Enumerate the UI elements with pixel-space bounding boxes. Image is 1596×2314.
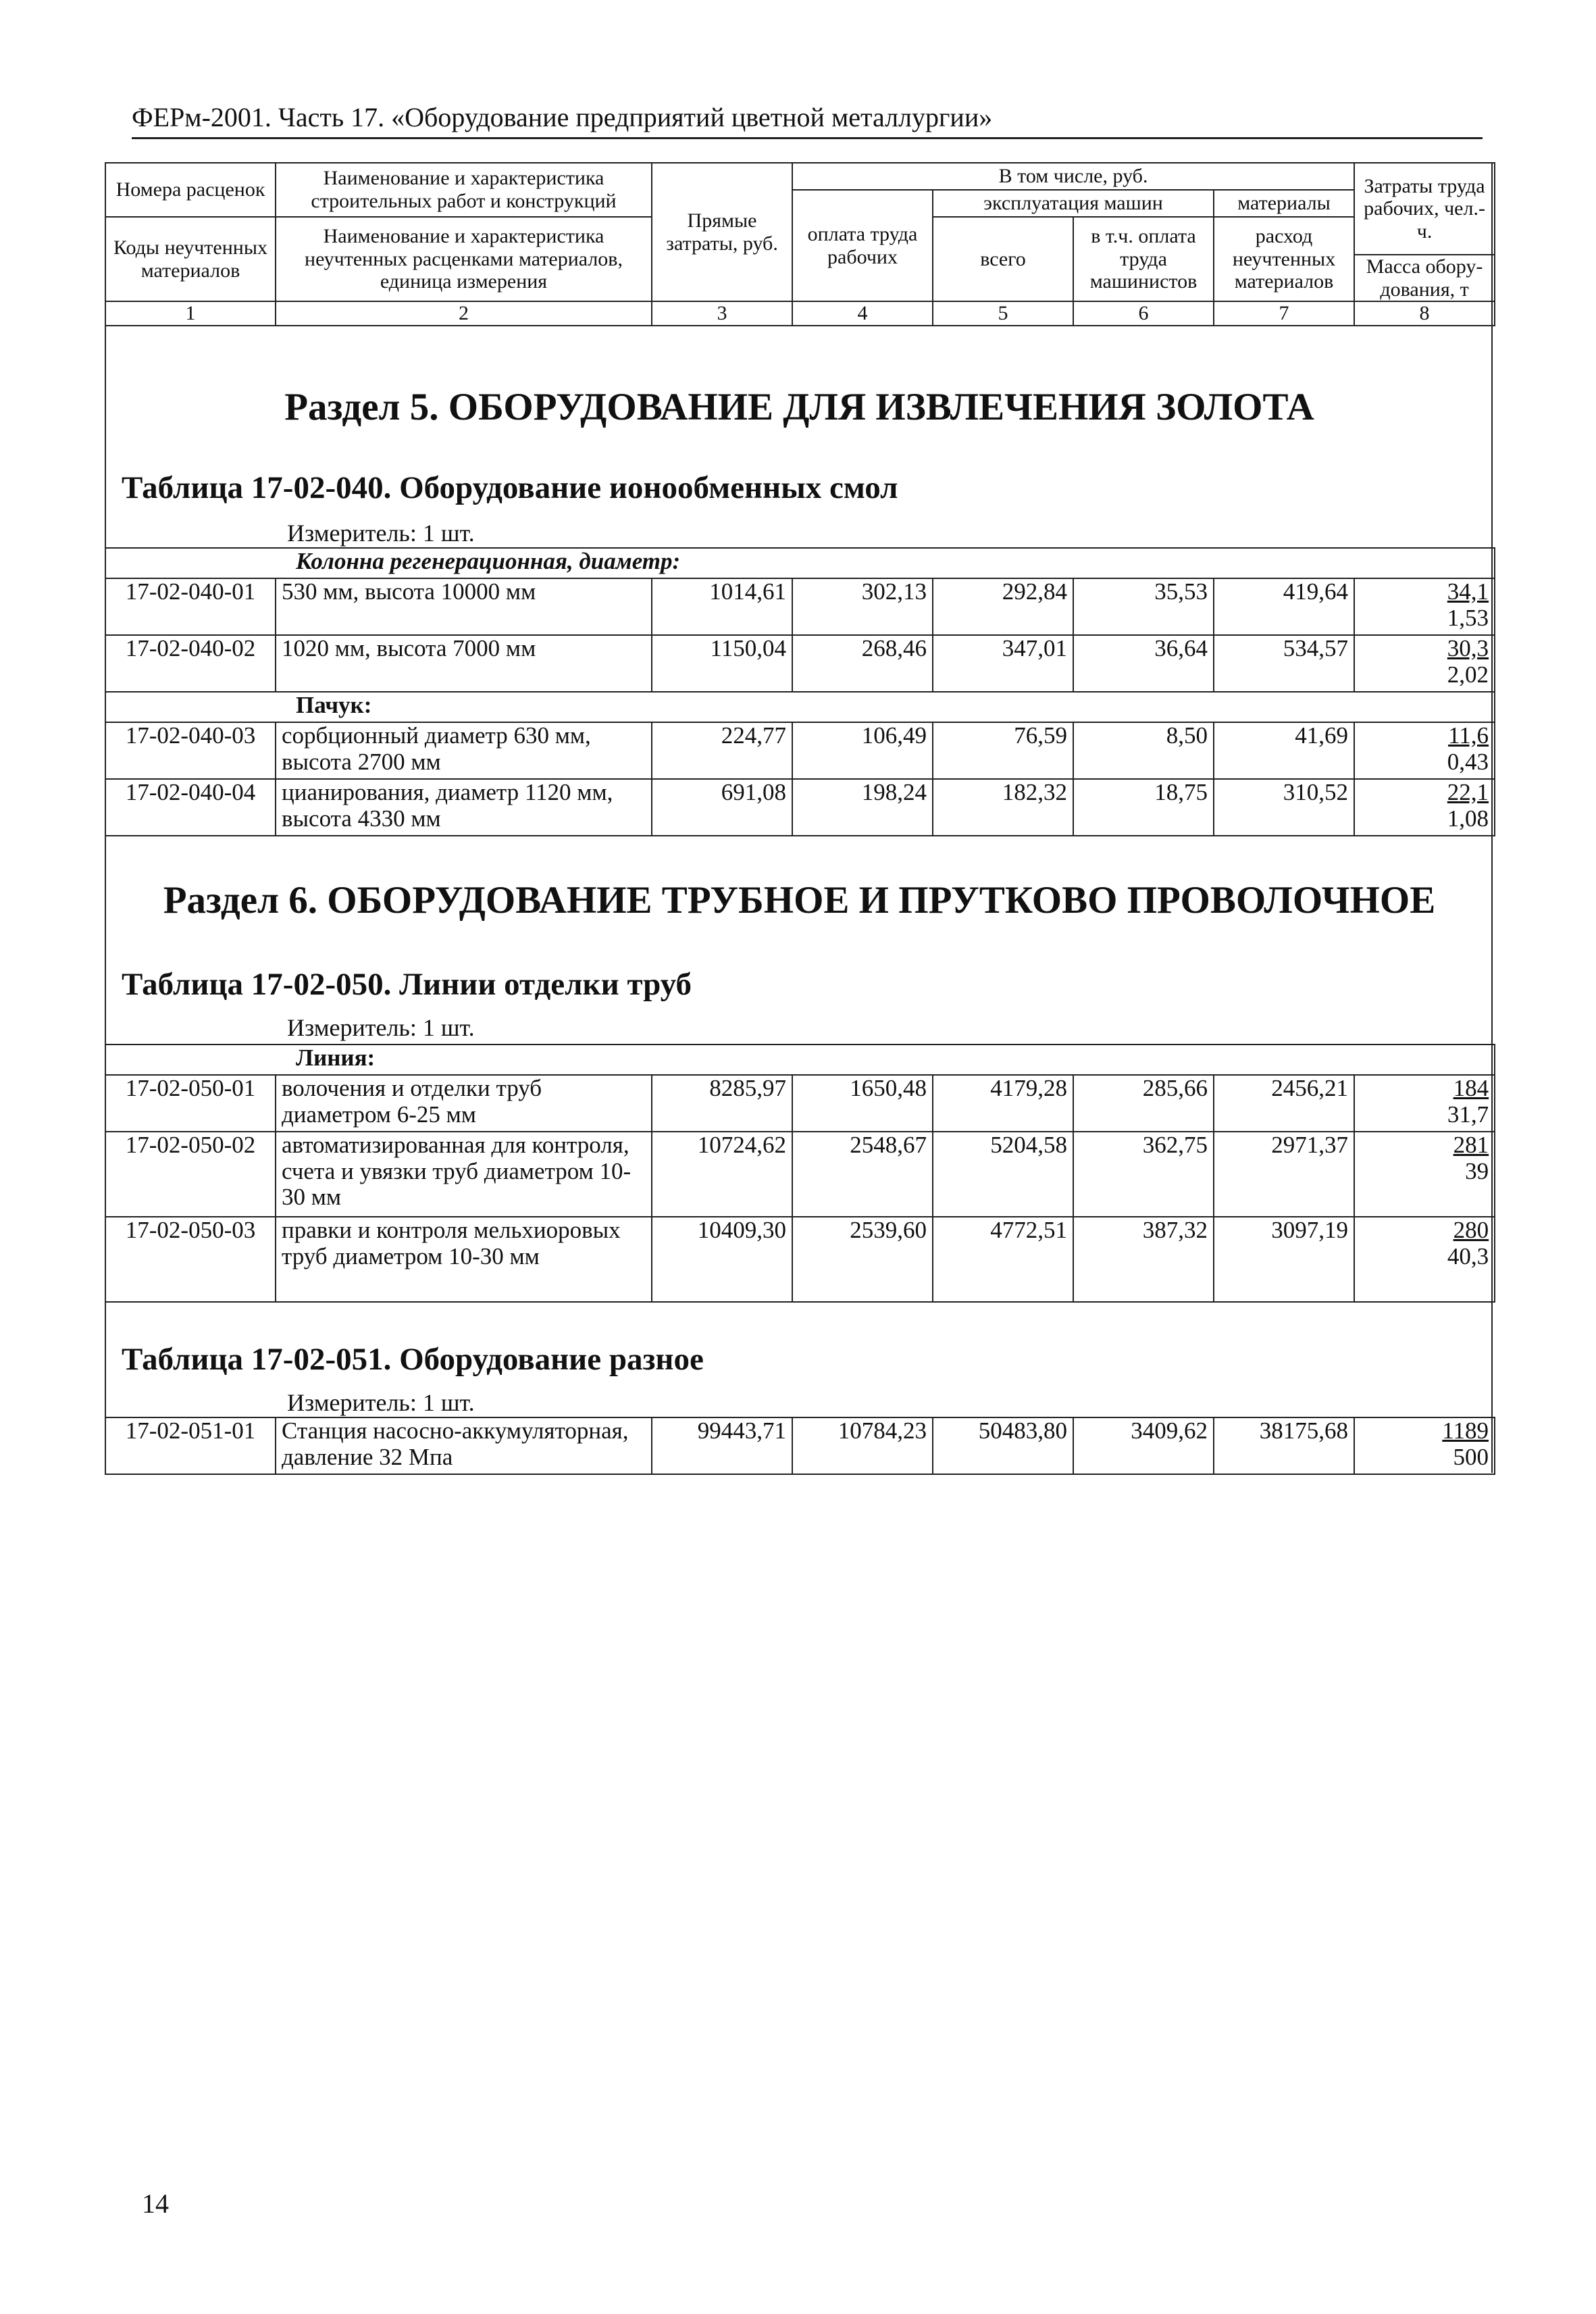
rate-code: 17-02-050-01	[105, 1075, 276, 1132]
machine-total: 4179,28	[933, 1075, 1073, 1132]
rate-name: автоматизированная для контроля, счета и увязки труб диаметром 10-30 мм	[276, 1132, 652, 1217]
column-number: 4	[792, 301, 933, 326]
materials: 2456,21	[1214, 1075, 1354, 1132]
column-number: 5	[933, 301, 1073, 326]
section-title: Раздел 6. ОБОРУДОВАНИЕ ТРУБНОЕ И ПРУТКОВО ПРОВОЛОЧНОЕ	[163, 879, 1436, 922]
group-label: Колонна регенерационная, диаметр:	[276, 548, 1495, 578]
column-header	[105, 162, 1495, 326]
page-number: 14	[142, 2188, 169, 2219]
labor-hours: 30,3	[1447, 635, 1489, 661]
header-machine-operation: эксплуатация машин	[933, 190, 1214, 217]
unit-of-measure: Измеритель: 1 шт.	[287, 1014, 475, 1041]
machine-total: 76,59	[933, 722, 1073, 779]
rate-code: 17-02-040-04	[105, 779, 276, 836]
unit-of-measure: Измеритель: 1 шт.	[287, 1389, 475, 1416]
rates-table-17-02-050	[105, 1044, 1495, 1303]
header-material-use: расход неучтенных материалов	[1214, 217, 1354, 301]
materials: 2971,37	[1214, 1132, 1354, 1217]
group-label: Линия:	[276, 1045, 1495, 1075]
machine-total: 50483,80	[933, 1417, 1073, 1474]
labor-hours: 22,1	[1447, 779, 1489, 805]
rate-name: правки и контроля мельхиоровых труб диаметром 10-30 мм	[276, 1217, 652, 1302]
direct-costs: 10409,30	[652, 1217, 792, 1302]
section-title: Раздел 5. ОБОРУДОВАНИЕ ДЛЯ ИЗВЛЕЧЕНИЯ ЗОЛОТА	[284, 386, 1314, 428]
worker-pay: 198,24	[792, 779, 933, 836]
operator-pay: 35,53	[1073, 578, 1214, 635]
operator-pay: 8,50	[1073, 722, 1214, 779]
labor-and-mass	[1354, 635, 1495, 692]
header-rate-numbers: Номера расценок	[105, 163, 276, 217]
materials: 419,64	[1214, 578, 1354, 635]
operator-pay: 36,64	[1073, 635, 1214, 692]
header-material-codes: Коды неучтенных материалов	[105, 217, 276, 301]
equipment-mass: 0,43	[1447, 748, 1489, 775]
header-including: В том числе, руб.	[792, 163, 1354, 190]
materials: 41,69	[1214, 722, 1354, 779]
table-row	[105, 1417, 1495, 1474]
rate-code: 17-02-050-03	[105, 1217, 276, 1302]
header-work-name: Наименование и характеристика строительных работ и конструкций	[276, 163, 652, 217]
table-title: Таблица 17-02-050. Линии отделки труб	[122, 967, 692, 1002]
equipment-mass: 40,3	[1447, 1242, 1489, 1269]
direct-costs: 224,77	[652, 722, 792, 779]
materials: 38175,68	[1214, 1417, 1354, 1474]
direct-costs: 8285,97	[652, 1075, 792, 1132]
operator-pay: 3409,62	[1073, 1417, 1214, 1474]
equipment-mass: 1,08	[1447, 805, 1489, 832]
rate-code: 17-02-040-01	[105, 578, 276, 635]
rate-name: Станция насосно-аккумуляторная, давление 32 Мпа	[276, 1417, 652, 1474]
rate-code: 17-02-051-01	[105, 1417, 276, 1474]
unit-of-measure: Измеритель: 1 шт.	[287, 520, 475, 547]
table-row	[105, 1217, 1495, 1302]
labor-and-mass	[1354, 779, 1495, 836]
labor-hours: 11,6	[1448, 722, 1489, 749]
table-title: Таблица 17-02-051. Оборудование разное	[122, 1342, 704, 1377]
table-row	[105, 722, 1495, 779]
worker-pay: 2539,60	[792, 1217, 933, 1302]
header-direct-costs: Прямые затраты, руб.	[652, 163, 792, 301]
materials: 3097,19	[1214, 1217, 1354, 1302]
direct-costs: 10724,62	[652, 1132, 792, 1217]
column-number: 8	[1354, 301, 1495, 326]
rate-name: сорбционный диаметр 630 мм, высота 2700 мм	[276, 722, 652, 779]
equipment-mass: 39	[1465, 1157, 1489, 1184]
rates-table-17-02-040	[105, 547, 1495, 836]
machine-total: 292,84	[933, 578, 1073, 635]
header-worker-pay: оплата труда рабочих	[792, 190, 933, 301]
direct-costs: 691,08	[652, 779, 792, 836]
rate-name: цианирования, диаметр 1120 мм, высота 4330 мм	[276, 779, 652, 836]
column-number: 1	[105, 301, 276, 326]
column-number: 2	[276, 301, 652, 326]
equipment-mass: 1,53	[1447, 604, 1489, 631]
worker-pay: 106,49	[792, 722, 933, 779]
labor-hours: 184	[1453, 1075, 1489, 1101]
table-row	[105, 578, 1495, 635]
column-number: 6	[1073, 301, 1214, 326]
worker-pay: 10784,23	[792, 1417, 933, 1474]
column-number: 3	[652, 301, 792, 326]
labor-and-mass	[1354, 722, 1495, 779]
machine-total: 4772,51	[933, 1217, 1073, 1302]
operator-pay: 285,66	[1073, 1075, 1214, 1132]
table-row	[105, 1075, 1495, 1132]
equipment-mass: 31,7	[1447, 1101, 1489, 1128]
worker-pay: 268,46	[792, 635, 933, 692]
rate-code: 17-02-050-02	[105, 1132, 276, 1217]
direct-costs: 99443,71	[652, 1417, 792, 1474]
worker-pay: 2548,67	[792, 1132, 933, 1217]
direct-costs: 1014,61	[652, 578, 792, 635]
operator-pay: 18,75	[1073, 779, 1214, 836]
table-row	[105, 779, 1495, 836]
group-label: Пачук:	[276, 692, 1495, 722]
header-labor-hours: Затраты труда рабочих, чел.-ч.	[1354, 163, 1495, 255]
labor-and-mass	[1354, 1132, 1495, 1217]
machine-total: 5204,58	[933, 1132, 1073, 1217]
labor-and-mass	[1354, 1075, 1495, 1132]
materials: 310,52	[1214, 779, 1354, 836]
header-materials: материалы	[1214, 190, 1354, 217]
labor-and-mass	[1354, 1417, 1495, 1474]
table-row	[105, 635, 1495, 692]
header-operator-pay: в т.ч. оплата труда машинистов	[1073, 217, 1214, 301]
rate-name: волочения и отделки труб диаметром 6-25 мм	[276, 1075, 652, 1132]
machine-total: 347,01	[933, 635, 1073, 692]
header-equipment-mass: Масса обору-дования, т	[1354, 255, 1495, 301]
table-row	[105, 1132, 1495, 1217]
labor-hours: 280	[1453, 1217, 1489, 1243]
rate-name: 530 мм, высота 10000 мм	[276, 578, 652, 635]
rate-code: 17-02-040-03	[105, 722, 276, 779]
worker-pay: 1650,48	[792, 1075, 933, 1132]
labor-hours: 1189	[1442, 1417, 1489, 1444]
worker-pay: 302,13	[792, 578, 933, 635]
rate-code: 17-02-040-02	[105, 635, 276, 692]
rates-table-17-02-051	[105, 1417, 1495, 1475]
labor-hours: 281	[1453, 1132, 1489, 1158]
header-material-names: Наименование и характеристика неучтенных расценками материалов, единица измерения	[276, 217, 652, 301]
equipment-mass: 2,02	[1447, 661, 1489, 688]
equipment-mass: 500	[1453, 1443, 1489, 1470]
running-head: ФЕРм-2001. Часть 17. «Оборудование предприятий цветной металлургии»	[132, 101, 1483, 139]
header-machine-total: всего	[933, 217, 1073, 301]
operator-pay: 387,32	[1073, 1217, 1214, 1302]
table-title: Таблица 17-02-040. Оборудование ионообменных смол	[122, 470, 898, 505]
labor-and-mass	[1354, 578, 1495, 635]
column-number: 7	[1214, 301, 1354, 326]
materials: 534,57	[1214, 635, 1354, 692]
direct-costs: 1150,04	[652, 635, 792, 692]
rate-name: 1020 мм, высота 7000 мм	[276, 635, 652, 692]
operator-pay: 362,75	[1073, 1132, 1214, 1217]
labor-hours: 34,1	[1447, 578, 1489, 605]
machine-total: 182,32	[933, 779, 1073, 836]
labor-and-mass	[1354, 1217, 1495, 1302]
